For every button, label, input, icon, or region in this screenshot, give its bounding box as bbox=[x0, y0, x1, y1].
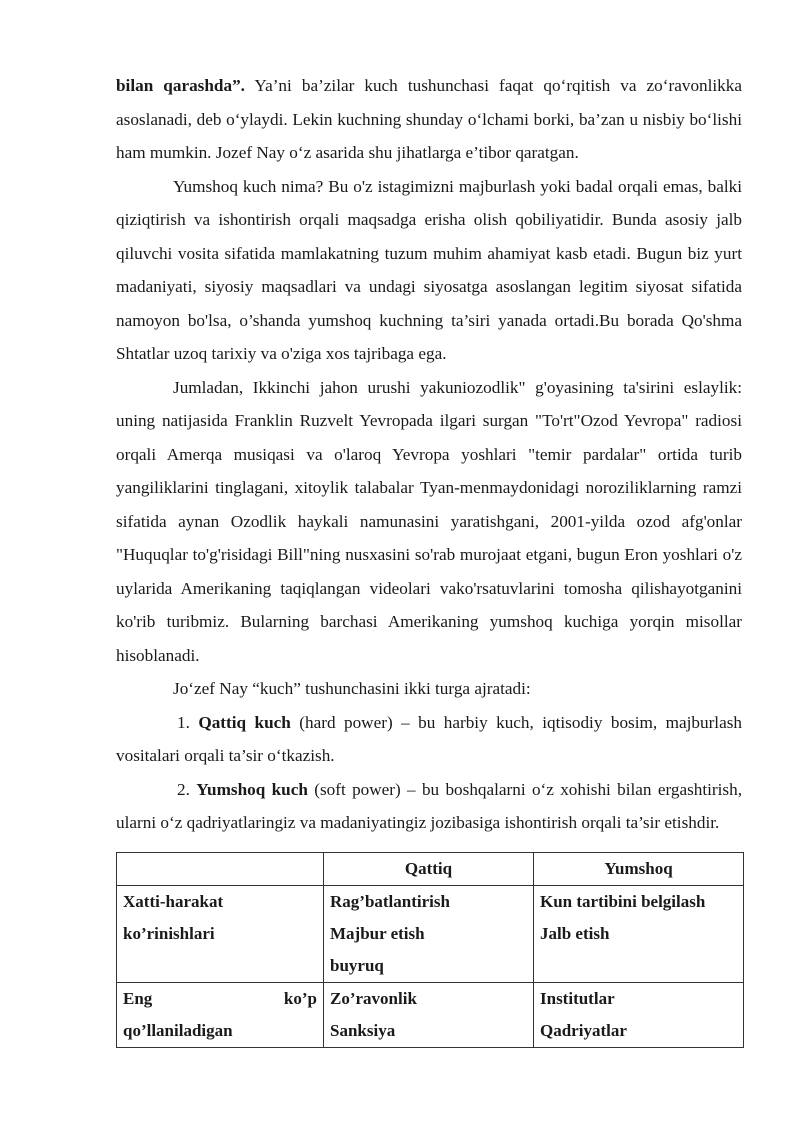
paragraph-1-text: Ya’ni ba’zilar kuch tushunchasi faqat qo‘rqitish va zo‘ravonlikka asoslanadi, deb o‘ylaydi. Lekin kuchning shunday o‘lchami borki, ba’zan u nisbiy bo‘lishi ham mumkin. Jozef Nay o‘z asarida shu jihatlarga e’tibor qaratgan. bbox=[116, 76, 743, 162]
list-number: 2. bbox=[177, 779, 190, 799]
cell-line: Majbur etish bbox=[330, 924, 425, 943]
paragraph-4: Jo‘zef Nay “kuch” tushunchasini ikki turga ajratadi: bbox=[173, 679, 531, 698]
bold-lead: bilan qarashda”. bbox=[116, 76, 245, 95]
cell-line: Sanksiya bbox=[330, 1021, 396, 1040]
soft-power-cell bbox=[534, 886, 744, 983]
header-cell-empty bbox=[117, 853, 324, 886]
table-row bbox=[117, 983, 744, 1048]
cell-line: buyruq bbox=[330, 956, 384, 975]
list-item-soft-power bbox=[116, 773, 742, 840]
header-cell-hard: Qattiq bbox=[324, 853, 534, 886]
cell-line: Kun tartibini belgilash bbox=[540, 892, 706, 911]
paragraph-3: Jumladan, Ikkinchi jahon urushi yakuniozodlik" g'oyasining ta'sirini eslaylik: uning natijasida Franklin Ruzvelt Yevropada ilgari surgan "To'rt"Ozod Yevropa" radiosi orqali Amerqa musiqasi va o'laroq Yevropa yoshlari "temir pardalar" ortida turib yangiliklarini tinglagani, xitoylik talabalar Tyan-menmaydonidagi noroziliklarning ramzi sifatida aynan Ozodlik haykali namunasini yaratishgani, 2001-yilda ozod afg'onlar "Huquqlar to'g'risidagi Bill"ning nusxasini so'rab murojaat etgani, bugun Eron yoshlari o'z uylarida Amerikaning taqiqlangan videolari vako'rsatuvlarini tomosha qilishayotganini ko'rib turibmiz. Bularning barchasi Amerikaning yumshoq kuchiga yorqin misollar hisoblanadi. bbox=[116, 377, 742, 665]
cell-line: Zo’ravonlik bbox=[330, 989, 417, 1008]
cell-line: qo’llaniladigan bbox=[123, 1021, 233, 1040]
cell-line: Rag’batlantirish bbox=[330, 892, 450, 911]
label-word: Eng bbox=[123, 989, 153, 1008]
hard-power-cell bbox=[324, 983, 534, 1048]
cell-line bbox=[123, 983, 317, 1015]
row-label-cell bbox=[117, 983, 324, 1048]
hard-power-cell bbox=[324, 886, 534, 983]
body-text bbox=[116, 69, 742, 840]
cell-line: Jalb etish bbox=[540, 924, 610, 943]
cell-line: Qadriyatlar bbox=[540, 1021, 627, 1040]
term-soft-power: Yumshoq kuch bbox=[196, 779, 308, 799]
list-item-text: (soft power) – bu boshqalarni o‘z xohishi bilan ergashtirish, ularni o‘z qadriyatlaringiz va madaniyatingiz jozibasiga ishontirish orqali ta’sir etishdir. bbox=[116, 779, 742, 832]
list-item-text: (hard power) – bu harbiy kuch, iqtisodiy bosim, majburlash vositalari orqali ta’sir o‘tkazish. bbox=[116, 712, 742, 765]
header-cell-soft: Yumshoq bbox=[534, 853, 744, 886]
list-number: 1. bbox=[177, 712, 190, 732]
term-hard-power: Qattiq kuch bbox=[198, 712, 291, 732]
label-word: ko’p bbox=[283, 989, 317, 1008]
row-label-cell bbox=[117, 886, 324, 983]
soft-power-cell bbox=[534, 983, 744, 1048]
power-comparison-table bbox=[116, 852, 744, 1048]
paragraph-1 bbox=[116, 69, 742, 170]
table-header-row bbox=[117, 853, 744, 886]
cell-line: Xatti-harakat bbox=[123, 892, 224, 911]
table-row bbox=[117, 886, 744, 983]
paragraph-2: Yumshoq kuch nima? Bu o'z istagimizni majburlash yoki badal orqali emas, balki qiziqtirish va ishontirish orqali maqsadga erisha olish qobiliyatidir. Bunda asosiy jalb qiluvchi vosita sifatida mamlakatning tuzum muhim ahamiyat kasb etadi. Bugun biz yurt madaniyati, siyosiy maqsadlari va undagi siyosatga asoslangan legitim siyosat sifatida namoyon bo'lsa, o’shanda yumshoq kuchning ta’siri yanada ortadi.Bu borada Qo'shma Shtatlar uzoq tarixiy va o'ziga xos tajribaga ega. bbox=[116, 176, 742, 363]
list-item-hard-power bbox=[116, 706, 742, 773]
cell-line: Institutlar bbox=[540, 989, 615, 1008]
cell-line: ko’rinishlari bbox=[123, 924, 215, 943]
